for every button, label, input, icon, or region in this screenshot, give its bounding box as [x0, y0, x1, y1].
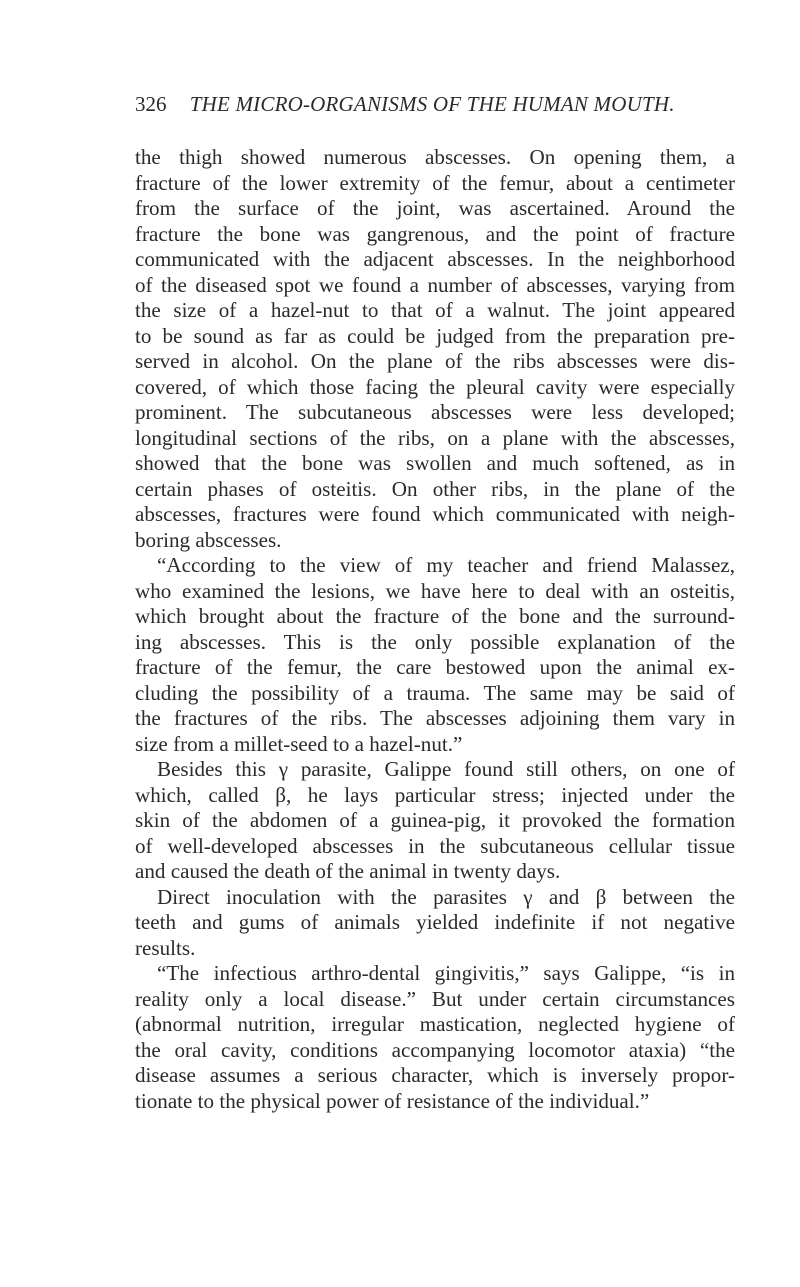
body-text — [135, 145, 735, 1114]
text-line: longitudinal sections of the ribs, on a plane with the abscesses, — [135, 425, 735, 450]
text-line: tionate to the physical power of resistance of the individual.” — [135, 1088, 650, 1113]
text-line: ing abscesses. This is the only possible explanation of the — [135, 629, 735, 654]
text-line: the fractures of the ribs. The abscesses adjoining them vary in — [135, 706, 735, 730]
text-line: which, called β, he lays particular stress; injected under the — [135, 782, 735, 807]
running-title: THE MICRO-ORGANISMS OF THE HUMAN MOUTH. — [189, 92, 675, 116]
text-line: covered, of which those facing the pleural cavity were especially — [135, 374, 735, 399]
text-line: and caused the death of the animal in twenty days. — [135, 859, 561, 883]
text-line: to be sound as far as could be judged from the preparation pre- — [135, 323, 735, 348]
text-line: “According to the view of my teacher and friend Malassez, — [157, 553, 735, 577]
text-line: size from a millet-seed to a hazel-nut.” — [135, 731, 463, 756]
text-line: boring abscesses. — [135, 527, 282, 552]
text-line: reality only a local disease.” But under certain circumstances — [135, 986, 735, 1011]
text-line: which brought about the fracture of the bone and the surround- — [135, 604, 735, 628]
text-line: the oral cavity, conditions accompanying locomotor ataxia) “the — [135, 1037, 735, 1062]
text-line: certain phases of osteitis. On other ribs, in the plane of the — [135, 476, 735, 501]
text-line: prominent. The subcutaneous abscesses were less developed; — [135, 400, 735, 424]
text-line: who examined the lesions, we have here to deal with an osteitis, — [135, 578, 735, 603]
text-line: of well-developed abscesses in the subcutaneous cellular tissue — [135, 833, 735, 858]
page-number: 326 — [135, 92, 167, 116]
text-line: “The infectious arthro-dental gingivitis,” says Galippe, “is in — [157, 961, 735, 985]
text-line: (abnormal nutrition, irregular mastication, neglected hygiene of — [135, 1012, 735, 1036]
text-line: fracture of the lower extremity of the femur, about a centimeter — [135, 170, 735, 195]
text-line: teeth and gums of animals yielded indefinite if not negative — [135, 910, 735, 934]
text-line: communicated with the adjacent abscesses. In the neighborhood — [135, 247, 735, 271]
text-line: cluding the possibility of a trauma. The same may be said of — [135, 680, 735, 705]
text-line: abscesses, fractures were found which communicated with neigh- — [135, 502, 735, 526]
text-line: disease assumes a serious character, which is inversely propor- — [135, 1063, 735, 1087]
running-head — [135, 92, 735, 116]
text-line: of the diseased spot we found a number of abscesses, varying from — [135, 272, 735, 297]
text-line: from the surface of the joint, was ascertained. Around the — [135, 196, 735, 220]
text-line: showed that the bone was swollen and much softened, as in — [135, 451, 735, 475]
text-line: Besides this γ parasite, Galippe found still others, on one of — [157, 757, 735, 781]
text-line: the thigh showed numerous abscesses. On opening them, a — [135, 145, 735, 169]
text-line: the size of a hazel-nut to that of a walnut. The joint appeared — [135, 298, 735, 322]
text-line: results. — [135, 935, 196, 960]
text-line: served in alcohol. On the plane of the ribs abscesses were dis- — [135, 349, 735, 373]
text-line: Direct inoculation with the parasites γ and β between the — [157, 884, 735, 909]
text-line: skin of the abdomen of a guinea-pig, it provoked the formation — [135, 808, 735, 832]
text-line: fracture of the femur, the care bestowed upon the animal ex- — [135, 655, 735, 679]
text-line: fracture the bone was gangrenous, and the point of fracture — [135, 221, 735, 246]
